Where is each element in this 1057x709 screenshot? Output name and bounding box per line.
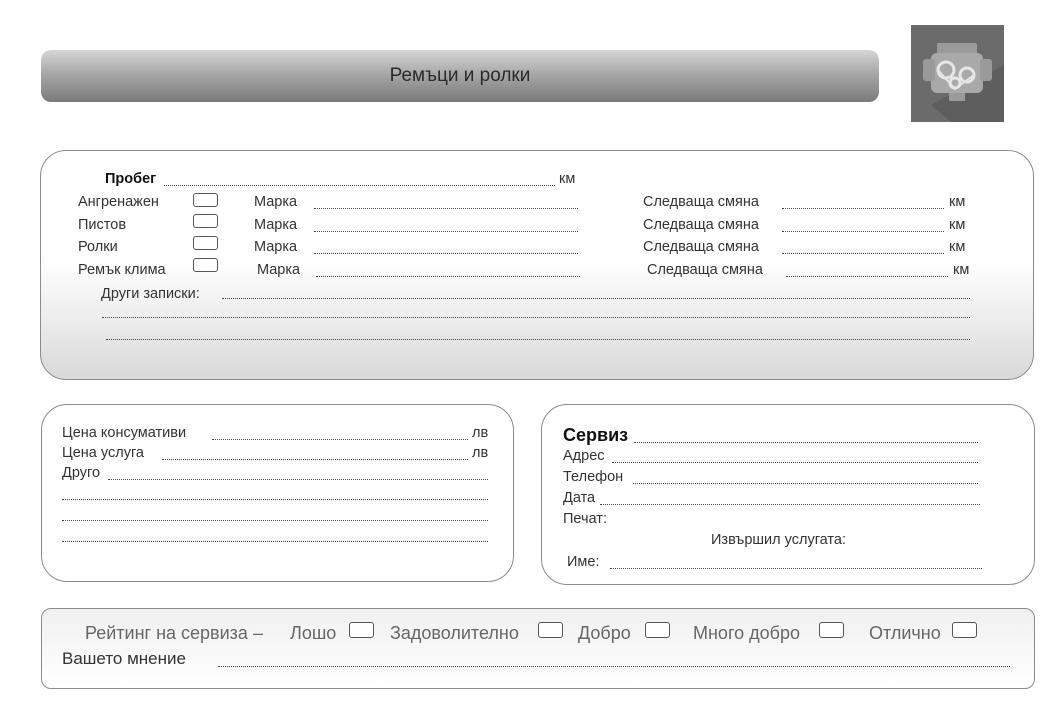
rating-checkbox-excellent[interactable] — [952, 622, 977, 638]
brand-field[interactable] — [314, 208, 578, 209]
row-label: Пистов — [78, 217, 127, 233]
next-change-field[interactable] — [782, 208, 944, 209]
address-field[interactable] — [612, 462, 978, 463]
rating-option-label: Лошо — [290, 623, 337, 643]
notes-label: Други записки: — [101, 286, 200, 302]
name-field[interactable] — [610, 568, 982, 569]
row-checkbox[interactable] — [193, 258, 218, 272]
mileage-label: Пробег — [105, 171, 157, 187]
rating-label: Рейтинг на сервиза – — [85, 623, 263, 643]
rating-checkbox-bad[interactable] — [349, 622, 374, 638]
rating-checkbox-good[interactable] — [645, 622, 670, 638]
date-field[interactable] — [600, 504, 980, 505]
next-change-unit: км — [953, 262, 970, 278]
rating-checkbox-very-good[interactable] — [819, 622, 844, 638]
mileage-unit: км — [559, 171, 576, 187]
rating-checkbox-satisfactory[interactable] — [538, 622, 563, 638]
mileage-field[interactable] — [164, 185, 555, 186]
next-change-field[interactable] — [782, 231, 944, 232]
rating-option-label: Добро — [578, 623, 631, 643]
next-change-field[interactable] — [786, 276, 948, 277]
next-change-label: Следваща смяна — [643, 239, 759, 255]
service-price-field[interactable] — [162, 459, 468, 460]
next-change-field[interactable] — [782, 253, 944, 254]
service-title: Сервиз — [563, 425, 629, 445]
row-label: Ремък клима — [78, 262, 166, 278]
other-line[interactable] — [62, 499, 488, 500]
name-label: Име: — [567, 554, 600, 570]
brand-field[interactable] — [314, 253, 578, 254]
rating-panel — [41, 608, 1035, 689]
next-change-unit: км — [949, 217, 966, 233]
engine-belts-icon — [911, 25, 1004, 122]
row-label: Ролки — [78, 239, 118, 255]
next-change-label: Следваща смяна — [643, 194, 759, 210]
currency-label: лв — [472, 445, 489, 461]
consumables-field[interactable] — [212, 439, 468, 440]
rating-option-label: Задоволително — [390, 623, 519, 643]
date-label: Дата — [563, 490, 596, 506]
other-label: Друго — [62, 465, 101, 481]
next-change-label: Следваща смяна — [647, 262, 763, 278]
stamp-label: Печат: — [563, 511, 607, 527]
next-change-unit: км — [949, 194, 966, 210]
page-title: Ремъци и ролки — [389, 65, 531, 86]
other-line[interactable] — [62, 541, 488, 542]
next-change-unit: км — [949, 239, 966, 255]
phone-label: Телефон — [563, 469, 624, 485]
brand-field[interactable] — [316, 276, 580, 277]
row-label: Ангренажен — [78, 194, 159, 210]
service-name-field[interactable] — [634, 442, 978, 443]
rating-option-label: Много добро — [693, 623, 800, 643]
brand-label: Марка — [254, 239, 298, 255]
other-field[interactable] — [108, 479, 488, 480]
opinion-field[interactable] — [218, 666, 1010, 667]
phone-field[interactable] — [633, 483, 978, 484]
rating-option-label: Отлично — [869, 623, 941, 643]
page-title-bar — [41, 50, 879, 102]
notes-line[interactable] — [222, 298, 970, 299]
performed-by-label: Извършил услугата: — [711, 532, 846, 548]
row-checkbox[interactable] — [193, 193, 218, 207]
consumables-label: Цена консумативи — [62, 425, 187, 441]
row-checkbox[interactable] — [193, 236, 218, 250]
notes-line[interactable] — [102, 317, 970, 318]
row-checkbox[interactable] — [193, 214, 218, 228]
opinion-label: Вашето мнение — [62, 649, 186, 668]
notes-line[interactable] — [106, 339, 970, 340]
service-price-label: Цена услуга — [62, 445, 144, 461]
brand-label: Марка — [257, 262, 301, 278]
address-label: Адрес — [563, 448, 605, 464]
brand-field[interactable] — [314, 231, 578, 232]
brand-label: Марка — [254, 217, 298, 233]
currency-label: лв — [472, 425, 489, 441]
other-line[interactable] — [62, 520, 488, 521]
brand-label: Марка — [254, 194, 298, 210]
next-change-label: Следваща смяна — [643, 217, 759, 233]
